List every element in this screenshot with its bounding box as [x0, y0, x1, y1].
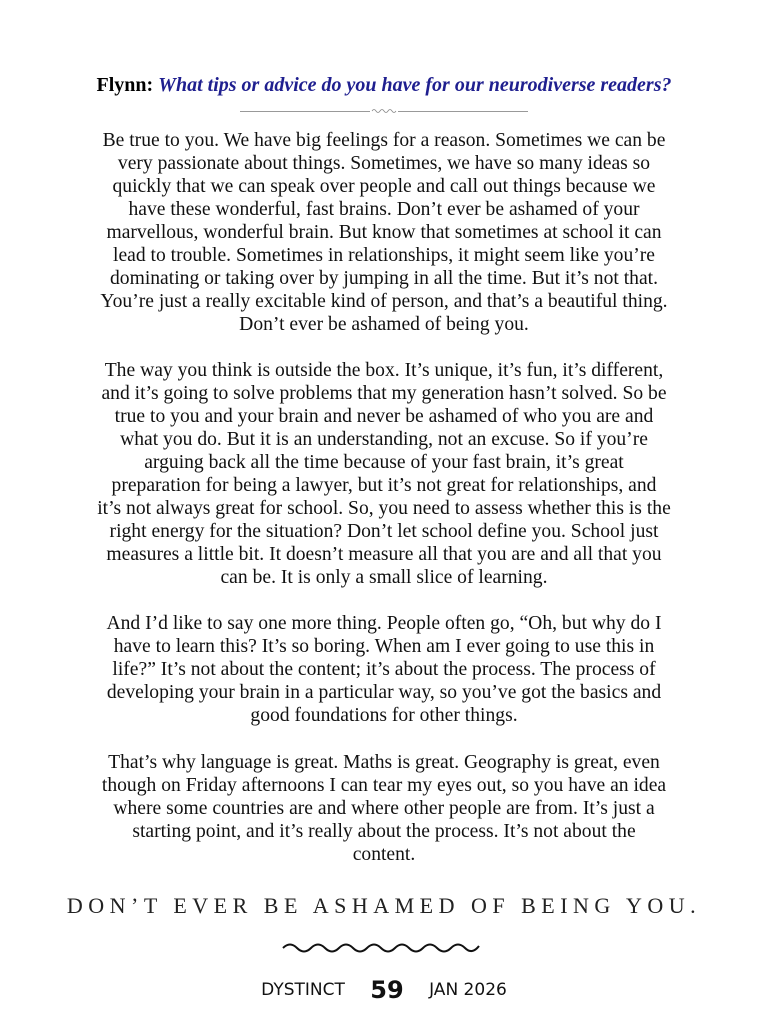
text-line: right energy for the situation? Don’t let school define you. School just — [109, 521, 659, 542]
text-line: The way you think is outside the box. It’s unique, it’s fun, it’s different, — [104, 360, 664, 381]
text-line: measures a little bit. It doesn’t measure all that you are and all that you — [106, 544, 662, 565]
paragraph — [0, 129, 768, 336]
squiggle-ornament — [280, 936, 490, 956]
text-line: have these wonderful, fast brains. Don’t ever be ashamed of your — [128, 199, 640, 220]
text-line: dominating or taking over by jumping in all the time. But it’s not that. — [109, 268, 659, 289]
issue-date: JAN 2026 — [429, 980, 507, 1000]
paragraph — [0, 751, 768, 866]
text-line: arguing back all the time because of your fast brain, it’s great — [144, 452, 624, 473]
text-line: true to you and your brain and never be ashamed of who you are and — [114, 406, 654, 427]
text-line: though on Friday afternoons I can tear my eyes out, so you have an idea — [101, 775, 667, 796]
text-line: developing your brain in a particular way, so you’ve got the basics and — [106, 682, 662, 703]
text-line: And I’d like to say one more thing. People often go, “Oh, but why do I — [106, 613, 662, 634]
text-line: very passionate about things. Sometimes, we have so many ideas so — [117, 153, 651, 174]
text-line: content. — [352, 844, 416, 865]
paragraph — [0, 359, 768, 589]
text-line: You’re just a really excitable kind of person, and that’s a beautiful thing. — [100, 291, 668, 312]
text-line: starting point, and it’s really about the process. It’s not about the — [132, 821, 636, 842]
text-line: what you do. But it is an understanding, not an excuse. So if you’re — [120, 429, 648, 450]
text-line: preparation for being a lawyer, but it’s not great for relationships, and — [111, 475, 657, 496]
text-line: Don’t ever be ashamed of being you. — [239, 314, 529, 335]
text-line: lead to trouble. Sometimes in relationships, it might seem like you’re — [113, 245, 655, 266]
text-line: have to learn this? It’s so boring. When am I ever going to use this in — [113, 636, 655, 657]
pull-quote: DON’T EVER BE ASHAMED OF BEING YOU. — [66, 893, 702, 918]
paragraph — [0, 612, 768, 727]
text-line: Be true to you. We have big feelings for a reason. Sometimes we can be — [102, 130, 666, 151]
text-line: quickly that we can speak over people and call out things because we — [112, 176, 656, 197]
text-line: where some countries are and where other people are from. It’s just a — [113, 798, 655, 819]
divider-ornament — [370, 106, 398, 114]
text-line: it’s not always great for school. So, you need to assess whether this is the — [97, 498, 671, 519]
text-line: and it’s going to solve problems that my generation hasn’t solved. So be — [101, 383, 667, 404]
text-line: can be. It is only a small slice of learning. — [220, 567, 548, 588]
interview-question — [0, 74, 768, 97]
page-footer — [0, 976, 768, 1004]
text-line: good foundations for other things. — [250, 705, 518, 726]
question-speaker: Flynn: — [96, 74, 154, 96]
text-line: That’s why language is great. Maths is great. Geography is great, even — [108, 752, 660, 773]
page-number: 59 — [370, 976, 404, 1004]
text-line: marvellous, wonderful brain. But know that sometimes at school it can — [106, 222, 662, 243]
question-text: What tips or advice do you have for our neurodiverse readers? — [158, 74, 672, 96]
magazine-name: DYSTINCT — [261, 980, 345, 1000]
text-line: life?” It’s not about the content; it’s about the process. The process of — [112, 659, 656, 680]
